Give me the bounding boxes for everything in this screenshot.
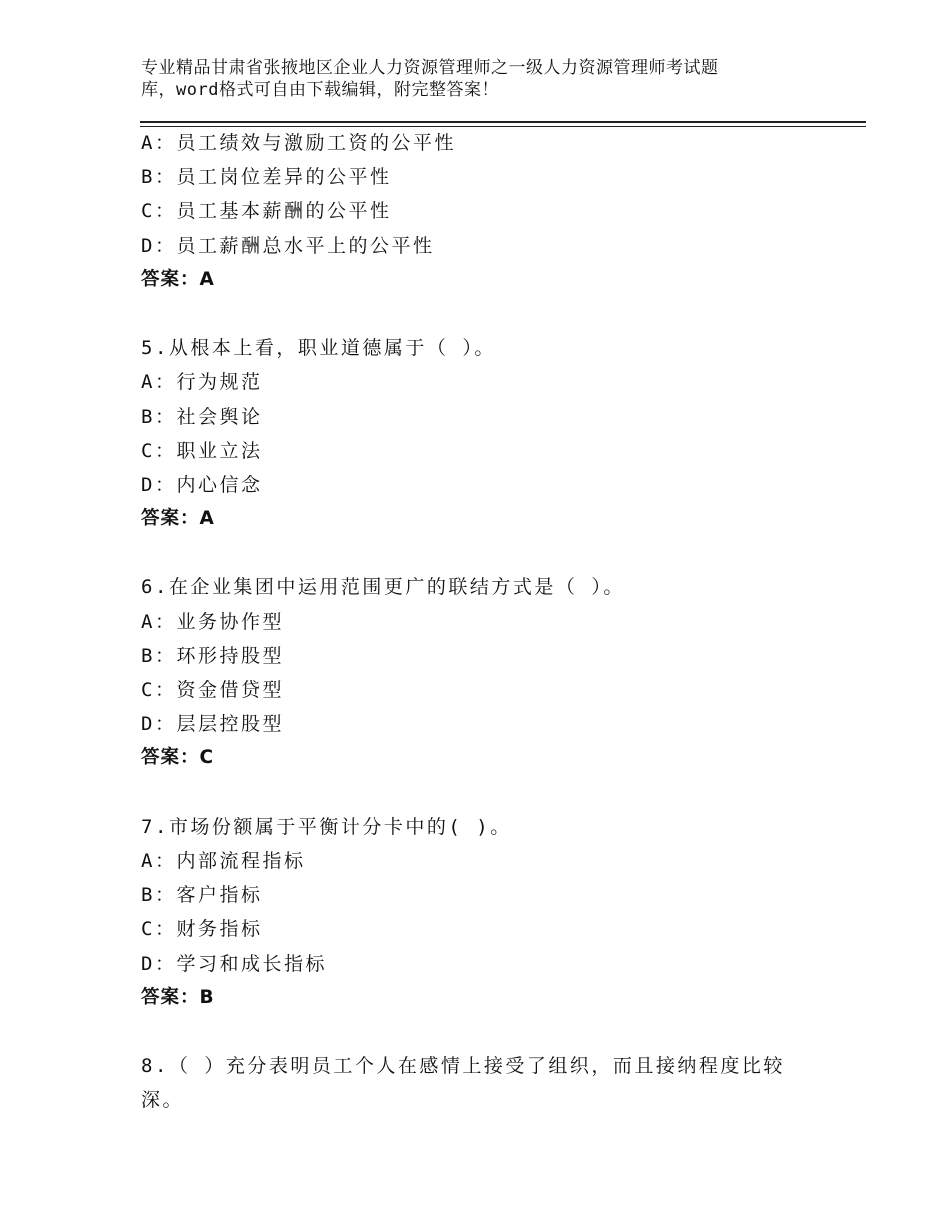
option-a: A：行为规范 (141, 371, 263, 394)
option-c: C：职业立法 (141, 439, 263, 462)
answer-line: 答案：A (141, 508, 215, 530)
question-stem: 5.从根本上看，职业道德属于（ ）。 (141, 337, 496, 360)
option-d: D：员工薪酬总水平上的公平性 (141, 234, 435, 257)
question-stem: 7.市场份额属于平衡计分卡中的( )。 (141, 815, 512, 838)
question-block-4 (141, 128, 861, 299)
option-d: D：层层控股型 (141, 713, 284, 736)
question-list (141, 128, 861, 1119)
option-b: B：员工岗位差异的公平性 (141, 166, 392, 189)
option-d: D：内心信念 (141, 473, 263, 496)
question-stem-line-2: 深。 (141, 1089, 185, 1112)
option-b: B：社会舆论 (141, 405, 263, 428)
option-a: A：员工绩效与激励工资的公平性 (141, 132, 456, 154)
question-stem-line-1: 8.（ ）充分表明员工个人在感情上接受了组织，而且接纳程度比较 (141, 1055, 785, 1078)
document-header (141, 57, 841, 101)
spacer (141, 1017, 861, 1051)
question-block-8 (141, 1051, 861, 1119)
option-d: D：学习和成长指标 (141, 952, 327, 975)
option-a: A：业务协作型 (141, 610, 284, 633)
question-block-5 (141, 333, 861, 538)
header-rule-thin (140, 126, 866, 127)
header-rule-thick (140, 121, 866, 123)
question-block-6 (141, 572, 861, 777)
spacer (141, 778, 861, 812)
question-stem: 6.在企业集团中运用范围更广的联结方式是（ ）。 (141, 576, 625, 599)
option-b: B：环形持股型 (141, 644, 284, 667)
answer-line: 答案：A (141, 268, 215, 290)
spacer (141, 538, 861, 572)
spacer (141, 299, 861, 333)
header-line-1: 专业精品甘肃省张掖地区企业人力资源管理师之一级人力资源管理师考试题 (141, 58, 719, 78)
option-c: C：员工基本薪酬的公平性 (141, 200, 392, 223)
option-a: A：内部流程指标 (141, 849, 306, 872)
header-line-2: 库，word格式可自由下载编辑，附完整答案！ (141, 80, 499, 100)
answer-line: 答案：B (141, 986, 215, 1008)
option-c: C：资金借贷型 (141, 679, 284, 701)
question-block-7 (141, 812, 861, 1017)
answer-line: 答案：C (141, 747, 215, 769)
option-b: B：客户指标 (141, 884, 263, 907)
option-c: C：财务指标 (141, 918, 263, 941)
